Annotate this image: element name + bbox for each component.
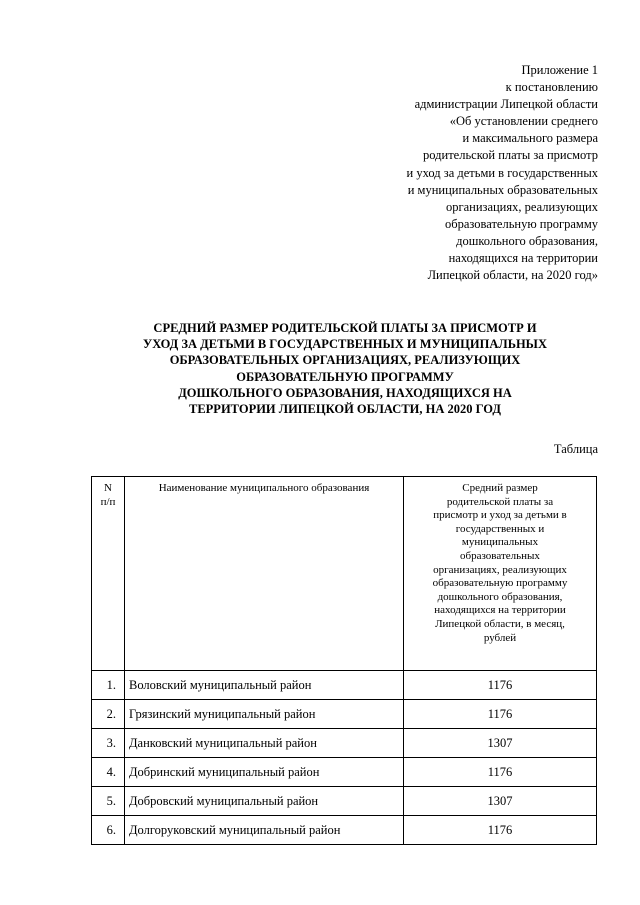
row-fee: 1307 bbox=[404, 729, 597, 758]
header-fee-line: образовательных bbox=[460, 549, 540, 562]
header-fee-line: дошкольного образования, bbox=[437, 590, 563, 603]
table-header-row bbox=[92, 477, 597, 671]
header-fee-line: Средний размер bbox=[462, 482, 538, 494]
title-line: ОБРАЗОВАТЕЛЬНЫХ ОРГАНИЗАЦИЯХ, РЕАЛИЗУЮЩИХ bbox=[169, 353, 521, 368]
row-fee: 1176 bbox=[404, 700, 597, 729]
header-fee-line: родительской платы за bbox=[446, 495, 554, 508]
header-fee-line: образовательную программу bbox=[432, 577, 568, 590]
row-fee: 1307 bbox=[404, 787, 597, 816]
appendix-line: находящихся на территории bbox=[448, 251, 598, 266]
appendix-line: и уход за детьми в государственных bbox=[406, 165, 598, 180]
row-number: 5. bbox=[92, 787, 125, 816]
table-row bbox=[92, 758, 597, 787]
row-municipality: Добровский муниципальный район bbox=[125, 787, 404, 816]
header-number bbox=[92, 477, 125, 671]
document-title bbox=[95, 320, 595, 417]
table-row bbox=[92, 816, 597, 845]
row-number: 4. bbox=[92, 758, 125, 787]
appendix-line: «Об установлении среднего bbox=[449, 114, 598, 129]
appendix-line: образовательную программу bbox=[444, 216, 598, 231]
header-fee-line: государственных и bbox=[455, 522, 545, 535]
row-number: 1. bbox=[92, 671, 125, 700]
header-fee-line: Липецкой области, в месяц, bbox=[435, 617, 565, 630]
title-line: СРЕДНИЙ РАЗМЕР РОДИТЕЛЬСКОЙ ПЛАТЫ ЗА ПРИСМОТР И bbox=[153, 321, 537, 335]
row-municipality: Воловский муниципальный район bbox=[125, 671, 404, 700]
fees-table bbox=[91, 476, 597, 845]
appendix-line: и муниципальных образовательных bbox=[407, 182, 598, 197]
appendix-line: и максимального размера bbox=[462, 131, 598, 146]
header-fee-line: организациях, реализующих bbox=[433, 563, 567, 576]
row-fee: 1176 bbox=[404, 816, 597, 845]
table-row bbox=[92, 671, 597, 700]
row-fee: 1176 bbox=[404, 758, 597, 787]
header-fee-line: рублей bbox=[483, 631, 517, 644]
appendix-line: организациях, реализующих bbox=[445, 199, 598, 214]
row-number: 6. bbox=[92, 816, 125, 845]
title-line: ТЕРРИТОРИИ ЛИПЕЦКОЙ ОБЛАСТИ, НА 2020 ГОД bbox=[189, 402, 501, 417]
table-row bbox=[92, 787, 597, 816]
row-number: 3. bbox=[92, 729, 125, 758]
row-municipality: Грязинский муниципальный район bbox=[125, 700, 404, 729]
row-municipality: Долгоруковский муниципальный район bbox=[125, 816, 404, 845]
table-label: Таблица bbox=[553, 442, 598, 456]
appendix-header bbox=[298, 62, 598, 284]
title-line: ОБРАЗОВАТЕЛЬНУЮ ПРОГРАММУ bbox=[236, 369, 454, 384]
title-line: ДОШКОЛЬНОГО ОБРАЗОВАНИЯ, НАХОДЯЩИХСЯ НА bbox=[178, 385, 512, 400]
appendix-line: к постановлению bbox=[505, 80, 598, 95]
header-fee-line: находящихся на территории bbox=[434, 604, 566, 617]
row-fee: 1176 bbox=[404, 671, 597, 700]
appendix-line: дошкольного образования, bbox=[456, 233, 598, 248]
appendix-line: администрации Липецкой области bbox=[414, 97, 598, 112]
header-number-line2: п/п bbox=[100, 495, 116, 508]
row-municipality: Данковский муниципальный район bbox=[125, 729, 404, 758]
header-fee-line: муниципальных bbox=[461, 536, 539, 549]
row-number: 2. bbox=[92, 700, 125, 729]
row-municipality: Добринский муниципальный район bbox=[125, 758, 404, 787]
appendix-line: родительской платы за присмотр bbox=[423, 148, 598, 163]
header-municipality: Наименование муниципального образования bbox=[125, 477, 404, 671]
title-line: УХОД ЗА ДЕТЬМИ В ГОСУДАРСТВЕННЫХ И МУНИЦИПАЛЬНЫХ bbox=[143, 337, 547, 352]
appendix-line: Липецкой области, на 2020 год» bbox=[427, 268, 598, 283]
table-row bbox=[92, 729, 597, 758]
header-fee-line: присмотр и уход за детьми в bbox=[433, 509, 567, 522]
header-number-line1: N bbox=[104, 482, 112, 494]
appendix-line: Приложение 1 bbox=[521, 63, 598, 77]
header-average-fee bbox=[404, 477, 597, 671]
table-row bbox=[92, 700, 597, 729]
